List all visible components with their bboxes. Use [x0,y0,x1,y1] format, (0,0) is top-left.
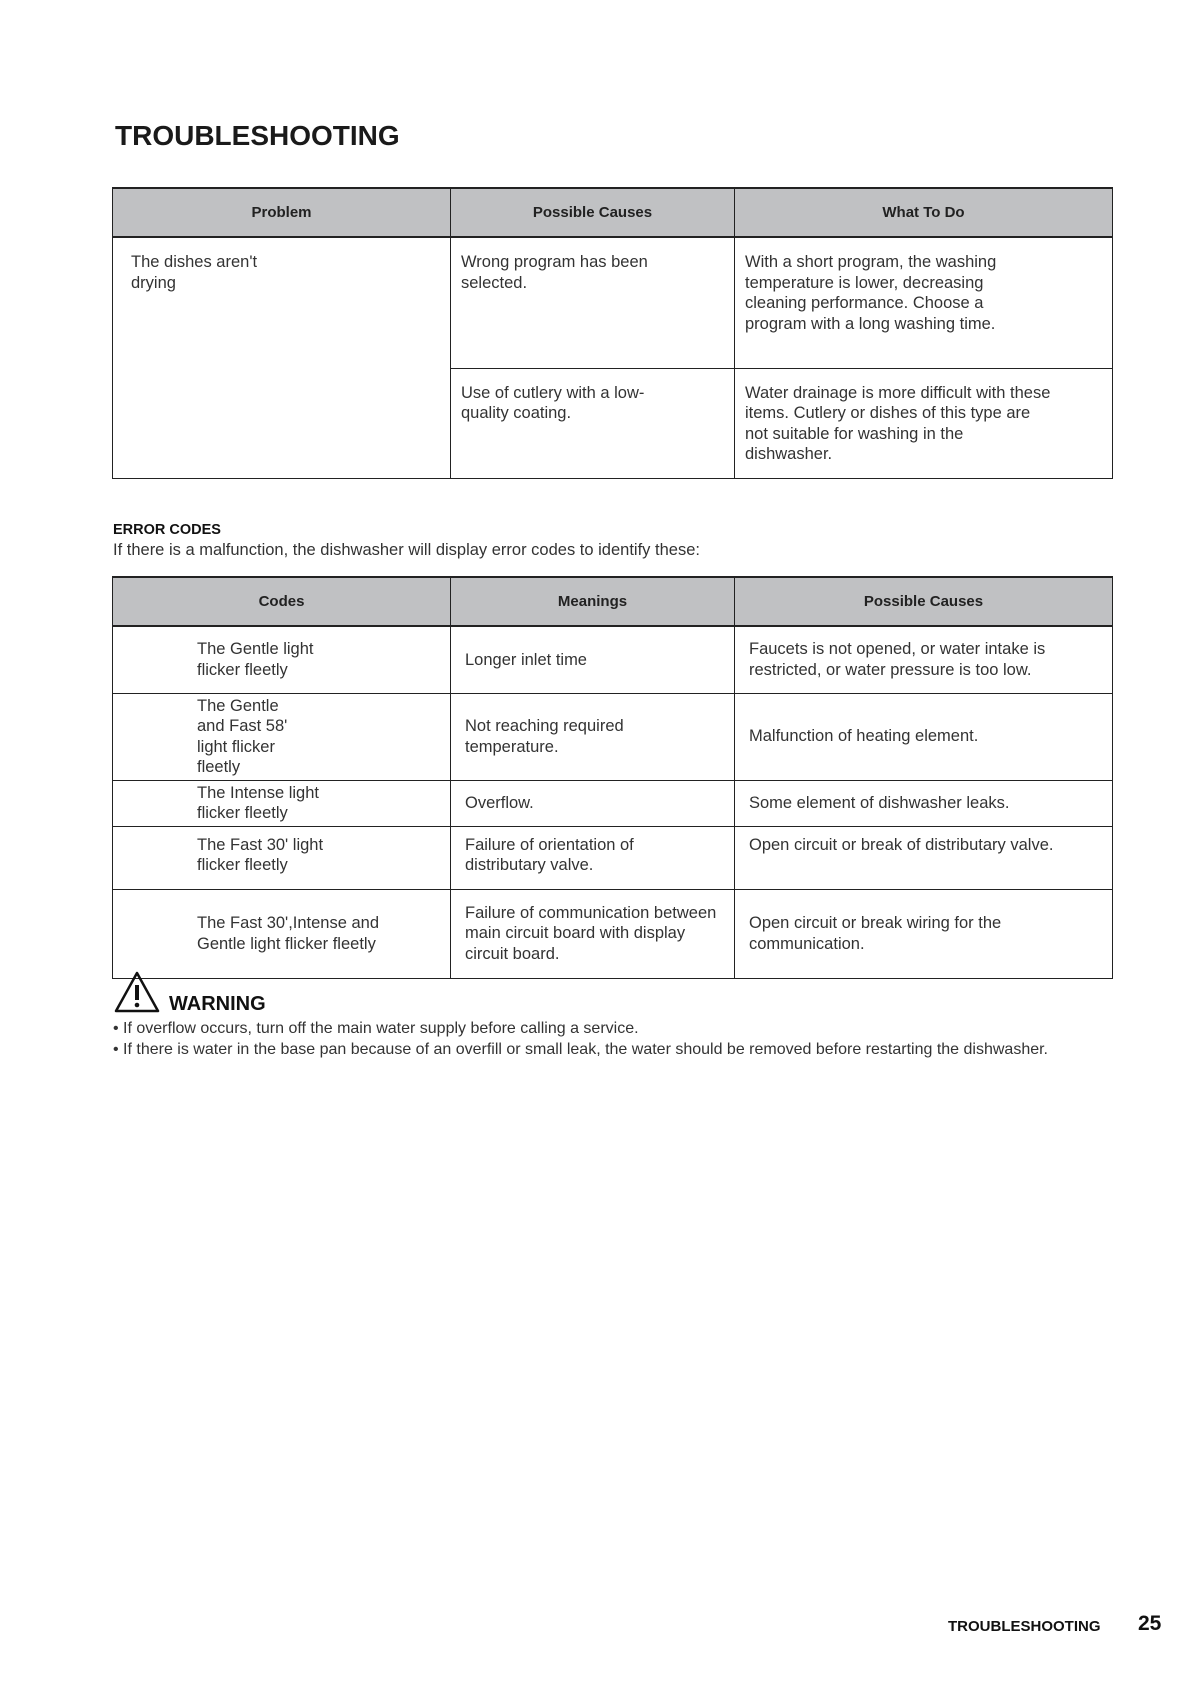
warning-list [113,1019,1103,1060]
todo-cell: Water drainage is more difficult with these items. Cutlery or dishes of this type are not suitable for washing in the dishwasher. [735,368,1113,478]
table-row [113,237,1113,368]
todo-cell: With a short program, the washing temperature is lower, decreasing cleaning performance. Choose a program with a long washing time. [735,237,1113,368]
column-header: Codes [113,577,451,626]
cause-cell: Open circuit or break of distributary valve. [735,826,1113,889]
meaning-cell: Failure of communication between main circuit board with display circuit board. [451,889,735,978]
cause-cell: Use of cutlery with a low-quality coating. [451,368,735,478]
error-codes-intro: If there is a malfunction, the dishwasher will display error codes to identify these: [113,541,700,559]
cause-cell: Faucets is not opened, or water intake is restricted, or water pressure is too low. [735,626,1113,693]
column-header: Possible Causes [735,577,1113,626]
meaning-cell: Not reaching required temperature. [451,693,735,780]
page-title: TROUBLESHOOTING [115,120,400,151]
footer-section: TROUBLESHOOTING [948,1618,1101,1635]
problem-cell: The dishes aren't drying [113,237,451,478]
error-codes-heading: ERROR CODES [113,522,221,538]
meaning-cell: Longer inlet time [451,626,735,693]
table-row [113,780,1113,826]
warning-title: WARNING [169,993,266,1015]
code-cell: The Fast 30' light flicker fleetly [113,826,451,889]
table-row [113,626,1113,693]
cause-cell: Wrong program has been selected. [451,237,735,368]
table-header-row [113,577,1113,626]
table-row [113,826,1113,889]
meaning-cell: Failure of orientation of distributary valve. [451,826,735,889]
page-number: 25 [1138,1612,1162,1635]
table-row [113,889,1113,978]
error-codes-table [112,576,1113,979]
code-cell: The Gentle light flicker fleetly [113,626,451,693]
meaning-cell: Overflow. [451,780,735,826]
warning-triangle-icon [113,970,161,1014]
table-row [113,693,1113,780]
cause-cell: Some element of dishwasher leaks. [735,780,1113,826]
column-header: What To Do [735,188,1113,237]
cause-cell: Open circuit or break wiring for the communication. [735,889,1113,978]
column-header: Problem [113,188,451,237]
warning-bullet: • If there is water in the base pan because of an overfill or small leak, the water should be removed before restarting the dishwasher. [113,1040,1103,1061]
warning-header [113,970,266,1019]
code-cell: The Fast 30',Intense and Gentle light flicker fleetly [113,889,451,978]
code-cell: The Intense light flicker fleetly [113,780,451,826]
warning-bullet: • If overflow occurs, turn off the main water supply before calling a service. [113,1019,1103,1040]
cause-cell: Malfunction of heating element. [735,693,1113,780]
column-header: Meanings [451,577,735,626]
troubleshooting-table [112,187,1113,479]
column-header: Possible Causes [451,188,735,237]
table-header-row [113,188,1113,237]
code-cell: The Gentle and Fast 58' light flicker fleetly [113,693,451,780]
